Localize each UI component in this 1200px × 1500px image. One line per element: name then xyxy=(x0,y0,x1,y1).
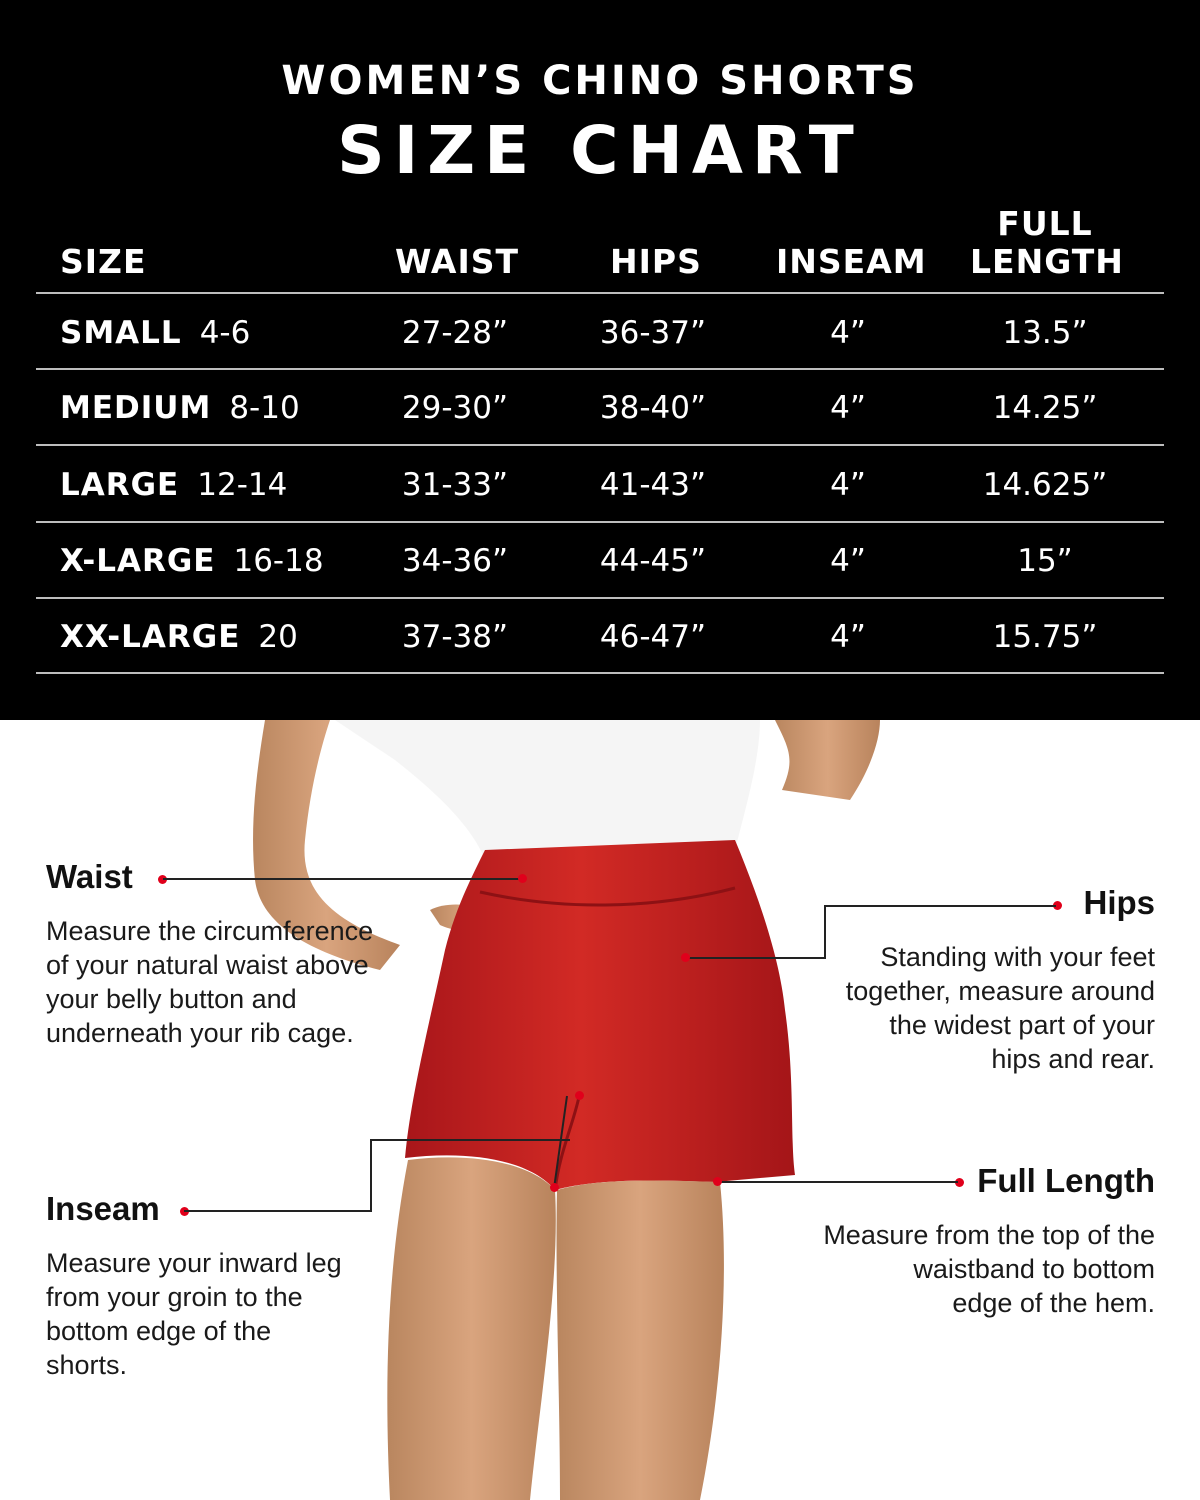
inseam-label: Inseam xyxy=(46,1190,160,1227)
table-divider xyxy=(36,672,1164,674)
hips-line: Standing with your feet xyxy=(880,942,1155,972)
inseam-line: bottom edge of the xyxy=(46,1316,272,1346)
inseam-leader-line-vertical xyxy=(370,1139,372,1212)
full-length-cell: 15” xyxy=(1017,543,1073,579)
column-header-full-length xyxy=(970,204,1124,281)
size-cell xyxy=(60,295,250,371)
table-row xyxy=(0,599,1200,675)
hips-cell: 38-40” xyxy=(599,390,707,426)
hips-cell: 36-37” xyxy=(599,315,707,351)
waist-marker-end xyxy=(518,874,527,883)
column-header-size: SIZE xyxy=(60,242,147,281)
waist-cell: 37-38” xyxy=(401,619,509,655)
full-length-marker-end xyxy=(713,1177,722,1186)
column-header-full-line2: LENGTH xyxy=(970,242,1124,281)
hips-line: the widest part of your xyxy=(889,1010,1155,1040)
inseam-cell: 4” xyxy=(830,390,866,426)
column-header-hips: HIPS xyxy=(610,242,702,281)
hips-line: hips and rear. xyxy=(991,1044,1155,1074)
full-length-line: Measure from the top of the xyxy=(823,1220,1155,1250)
column-header-waist: WAIST xyxy=(395,242,520,281)
size-cell xyxy=(60,447,287,523)
right-leg xyxy=(557,1180,724,1500)
waist-leader-line xyxy=(163,878,523,880)
inseam-line: from your groin to the xyxy=(46,1282,303,1312)
hips-cell: 46-47” xyxy=(599,619,707,655)
chart-subtitle: WOMEN’S CHINO SHORTS xyxy=(281,58,919,104)
waist-cell: 27-28” xyxy=(401,315,509,351)
full-length-description xyxy=(740,1218,1155,1320)
size-name: X-LARGE xyxy=(60,543,216,579)
waist-line: your belly button and xyxy=(46,984,297,1014)
full-length-line: waistband to bottom xyxy=(913,1254,1155,1284)
size-cell xyxy=(60,370,300,446)
full-length-cell: 13.5” xyxy=(1002,315,1088,351)
inseam-leader-line-bottom xyxy=(184,1210,372,1212)
waist-cell: 31-33” xyxy=(401,467,509,503)
size-name: MEDIUM xyxy=(60,390,212,426)
right-arm xyxy=(775,720,880,800)
full-length-cell: 15.75” xyxy=(992,619,1098,655)
inseam-marker-top xyxy=(575,1091,584,1100)
table-row xyxy=(0,295,1200,371)
table-row xyxy=(0,523,1200,599)
hips-cell: 44-45” xyxy=(599,543,707,579)
size-range: 8-10 xyxy=(229,390,300,426)
waist-line: Measure the circumference xyxy=(46,916,374,946)
column-header-inseam: INSEAM xyxy=(776,242,927,281)
inseam-leader-line-top xyxy=(370,1139,570,1141)
full-length-cell: 14.25” xyxy=(992,390,1098,426)
inseam-description xyxy=(46,1246,342,1382)
size-range: 16-18 xyxy=(233,543,324,579)
column-header-full-line1: FULL xyxy=(997,204,1093,243)
waist-cell: 29-30” xyxy=(401,390,509,426)
full-length-leader-line xyxy=(718,1181,958,1183)
waist-label: Waist xyxy=(46,858,133,895)
size-cell xyxy=(60,599,298,675)
inseam-cell: 4” xyxy=(830,543,866,579)
inseam-cell: 4” xyxy=(830,315,866,351)
size-range: 20 xyxy=(258,619,298,655)
size-range: 12-14 xyxy=(197,467,288,503)
size-name: LARGE xyxy=(60,467,180,503)
left-leg xyxy=(387,1157,555,1500)
size-cell xyxy=(60,523,324,599)
red-shorts xyxy=(405,840,795,1190)
table-divider xyxy=(36,292,1164,294)
size-chart xyxy=(0,0,1200,720)
waist-cell: 34-36” xyxy=(401,543,509,579)
size-name: XX-LARGE xyxy=(60,619,241,655)
white-top xyxy=(335,720,760,860)
full-length-cell: 14.625” xyxy=(982,467,1108,503)
table-divider xyxy=(36,444,1164,446)
chart-title: SIZE CHART xyxy=(337,112,863,189)
waist-description xyxy=(46,914,373,1050)
size-name: SMALL xyxy=(60,315,182,351)
hips-marker-end xyxy=(681,953,690,962)
hips-leader-line-top xyxy=(824,905,1056,907)
full-length-label: Full Length xyxy=(977,1162,1155,1199)
size-range: 4-6 xyxy=(199,315,251,351)
inseam-cell: 4” xyxy=(830,619,866,655)
hips-cell: 41-43” xyxy=(599,467,707,503)
inseam-line: Measure your inward leg xyxy=(46,1248,342,1278)
waist-line: underneath your rib cage. xyxy=(46,1018,354,1048)
inseam-line: shorts. xyxy=(46,1350,128,1380)
table-row xyxy=(0,447,1200,523)
hips-label: Hips xyxy=(1083,884,1155,921)
table-row xyxy=(0,370,1200,446)
hips-line: together, measure around xyxy=(845,976,1155,1006)
inseam-marker-bottom xyxy=(550,1183,559,1192)
full-length-line: edge of the hem. xyxy=(952,1288,1155,1318)
model-photo xyxy=(0,720,1200,1500)
waist-line: of your natural waist above xyxy=(46,950,369,980)
hips-description xyxy=(760,940,1155,1076)
inseam-cell: 4” xyxy=(830,467,866,503)
